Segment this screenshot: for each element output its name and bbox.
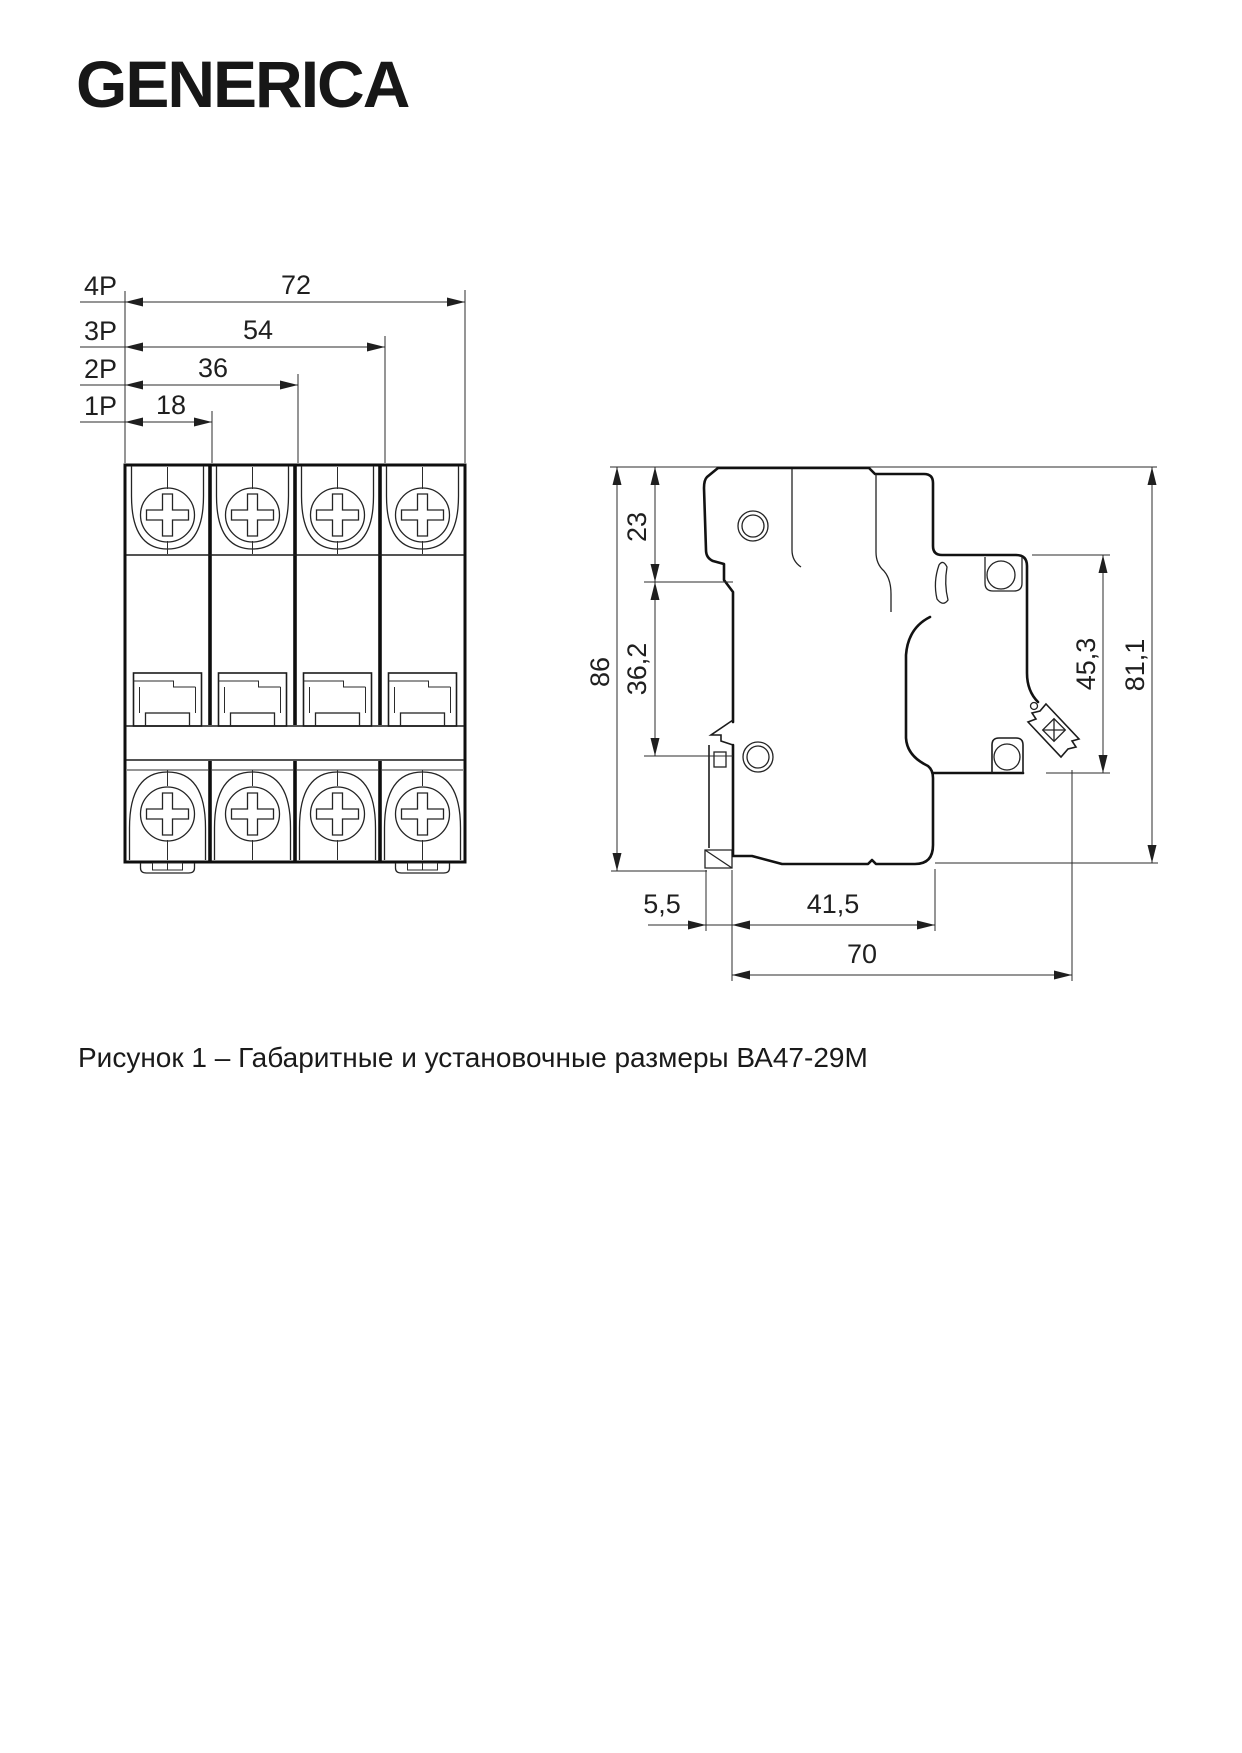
front-bottom-terminal-pad: [992, 738, 1023, 773]
dim-value-70: 70: [846, 939, 878, 969]
phillips-cross-icon: [317, 793, 359, 835]
pole-count-label: 1P: [84, 391, 118, 421]
pole-width-value: 18: [155, 390, 187, 420]
toggle-handle: [316, 713, 360, 726]
dimension-5-5: [643, 889, 935, 930]
dimension-4p: [80, 270, 465, 463]
front-view-dimensions: [80, 270, 465, 463]
din-clip-latch: [711, 720, 733, 745]
toggle-handle: [231, 713, 275, 726]
din-clip-spring: [714, 752, 726, 767]
pole-count-label: 3P: [84, 316, 118, 346]
side-view-left-dimensions: [585, 467, 733, 871]
phillips-cross-icon: [402, 494, 444, 536]
dim-value-5-5: 5,5: [643, 889, 681, 919]
pole-3: [300, 466, 376, 860]
top-terminal-screw: [396, 488, 450, 542]
dimension-70: [732, 939, 1072, 980]
pole-1: [130, 466, 206, 873]
dimension-23: [622, 467, 733, 582]
bottom-terminal-screw: [141, 787, 195, 841]
dimension-1p: [80, 390, 212, 463]
front-bottom-screw-hole: [994, 744, 1020, 770]
pole-width-value: 36: [197, 353, 229, 383]
pole-count-label: 2P: [84, 354, 118, 384]
brand-logo: GENERICA: [76, 47, 409, 121]
pole-width-value: 72: [280, 270, 312, 300]
dimension-41-5: [732, 889, 935, 930]
pole-count-label: 4P: [84, 271, 118, 301]
dim-value-86: 86: [585, 656, 615, 688]
top-terminal-screw: [226, 488, 280, 542]
top-terminal-screw: [311, 488, 365, 542]
dim-value-41-5: 41,5: [806, 889, 860, 919]
phillips-cross-icon: [147, 494, 189, 536]
top-terminal-screw: [141, 488, 195, 542]
dim-value-81-1: 81,1: [1120, 638, 1150, 692]
breaker-front-body: [125, 465, 465, 873]
phillips-cross-icon: [232, 793, 274, 835]
phillips-cross-icon: [232, 494, 274, 536]
front-view: [80, 270, 465, 873]
bottom-terminal-screw: [396, 787, 450, 841]
dimension-36-2: [622, 582, 733, 756]
pole-4: [385, 466, 461, 873]
dimension-3p: [80, 315, 385, 463]
dim-value-36-2: 36,2: [622, 642, 652, 696]
front-top-screw-hole: [987, 561, 1015, 589]
dimension-81-1: [935, 467, 1158, 863]
side-view-bottom-dimensions: [643, 770, 1072, 981]
phillips-cross-icon: [147, 793, 189, 835]
toggle-handle: [401, 713, 445, 726]
bottom-terminal-screw: [226, 787, 280, 841]
dim-value-45-3: 45,3: [1071, 637, 1101, 691]
toggle-handle: [146, 713, 190, 726]
side-view-right-dimensions: [935, 467, 1158, 863]
bottom-terminal-screw: [311, 787, 365, 841]
pole-2: [215, 466, 291, 860]
dim-value-23: 23: [622, 511, 652, 543]
toggle-lever-side: [1028, 704, 1079, 757]
toggle-pivot-dot: [1031, 703, 1038, 710]
side-view: [585, 467, 1158, 981]
breaker-side-body: [704, 468, 1079, 868]
din-clip-foot: [705, 850, 732, 868]
phillips-cross-icon: [317, 494, 359, 536]
phillips-cross-icon: [402, 793, 444, 835]
figure-caption: Рисунок 1 – Габаритные и установочные размеры ВА47-29М: [78, 1042, 868, 1073]
vent-slot: [935, 562, 948, 603]
pole-width-value: 54: [242, 315, 274, 345]
